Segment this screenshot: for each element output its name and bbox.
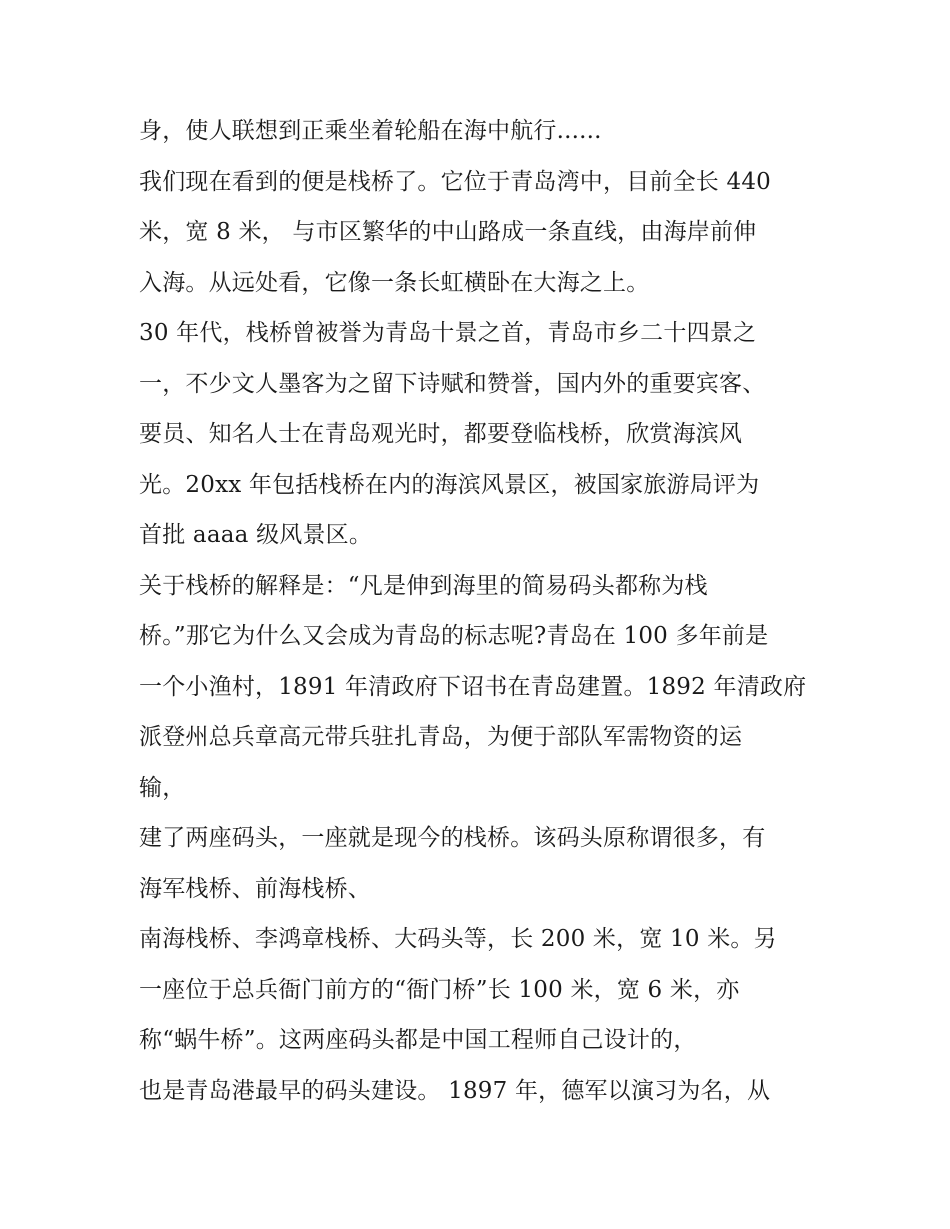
text-line: 南海栈桥、李鸿章栈桥、大码头等，长 200 米，宽 10 米。另 (139, 926, 777, 952)
text-line: 入海。从远处看，它像一条长虹横卧在大海之上。 (139, 269, 650, 296)
text-line: 首批 aaaa 级风景区。 (139, 522, 373, 548)
text-line: 我们现在看到的便是栈桥了。它位于青岛湾中，目前全长 440 (139, 168, 772, 195)
text-line: 一个小渔村，1891 年清政府下诏书在青岛建置。1892 年清政府 (139, 673, 807, 700)
text-line: 身，使人联想到正乘坐着轮船在海中航行...... (139, 118, 602, 144)
text-line: 海军栈桥、前海栈桥、 (139, 875, 371, 902)
text-line: 一座位于总兵衙门前方的“衙门桥”长 100 米，宽 6 米，亦 (139, 976, 740, 1003)
text-line: 30 年代，栈桥曾被誉为青岛十景之首，青岛市乡二十四景之 (139, 320, 757, 346)
text-line: 建了两座码头，一座就是现今的栈桥。该码头原称谓很多，有 (139, 825, 766, 851)
text-line: 派登州总兵章高元带兵驻扎青岛，为便于部队军需物资的运 (139, 724, 743, 750)
text-line: 一，不少文人墨客为之留下诗赋和赞誉，国内外的重要宾客、 (139, 370, 766, 397)
text-line: 也是青岛港最早的码头建设。 1897 年，德军以演习为名，从 (139, 1077, 771, 1104)
text-line: 桥。”那它为什么又会成为青岛的标志呢?青岛在 100 多年前是 (139, 623, 769, 649)
text-line: 关于栈桥的解释是：“凡是伸到海里的简易码头都称为栈 (139, 572, 708, 599)
document-body (139, 106, 819, 1116)
text-line: 输， (139, 774, 186, 801)
text-line: 要员、知名人士在青岛观光时，都要登临栈桥，欣赏海滨风 (139, 421, 743, 447)
text-line: 米，宽 8 米， 与市区繁华的中山路成一条直线，由海岸前伸 (139, 219, 757, 245)
text-line: 光。20xx 年包括栈桥在内的海滨风景区，被国家旅游局评为 (139, 471, 760, 498)
text-line: 称“蜗牛桥”。这两座码头都是中国工程师自己设计的， (139, 1027, 697, 1053)
